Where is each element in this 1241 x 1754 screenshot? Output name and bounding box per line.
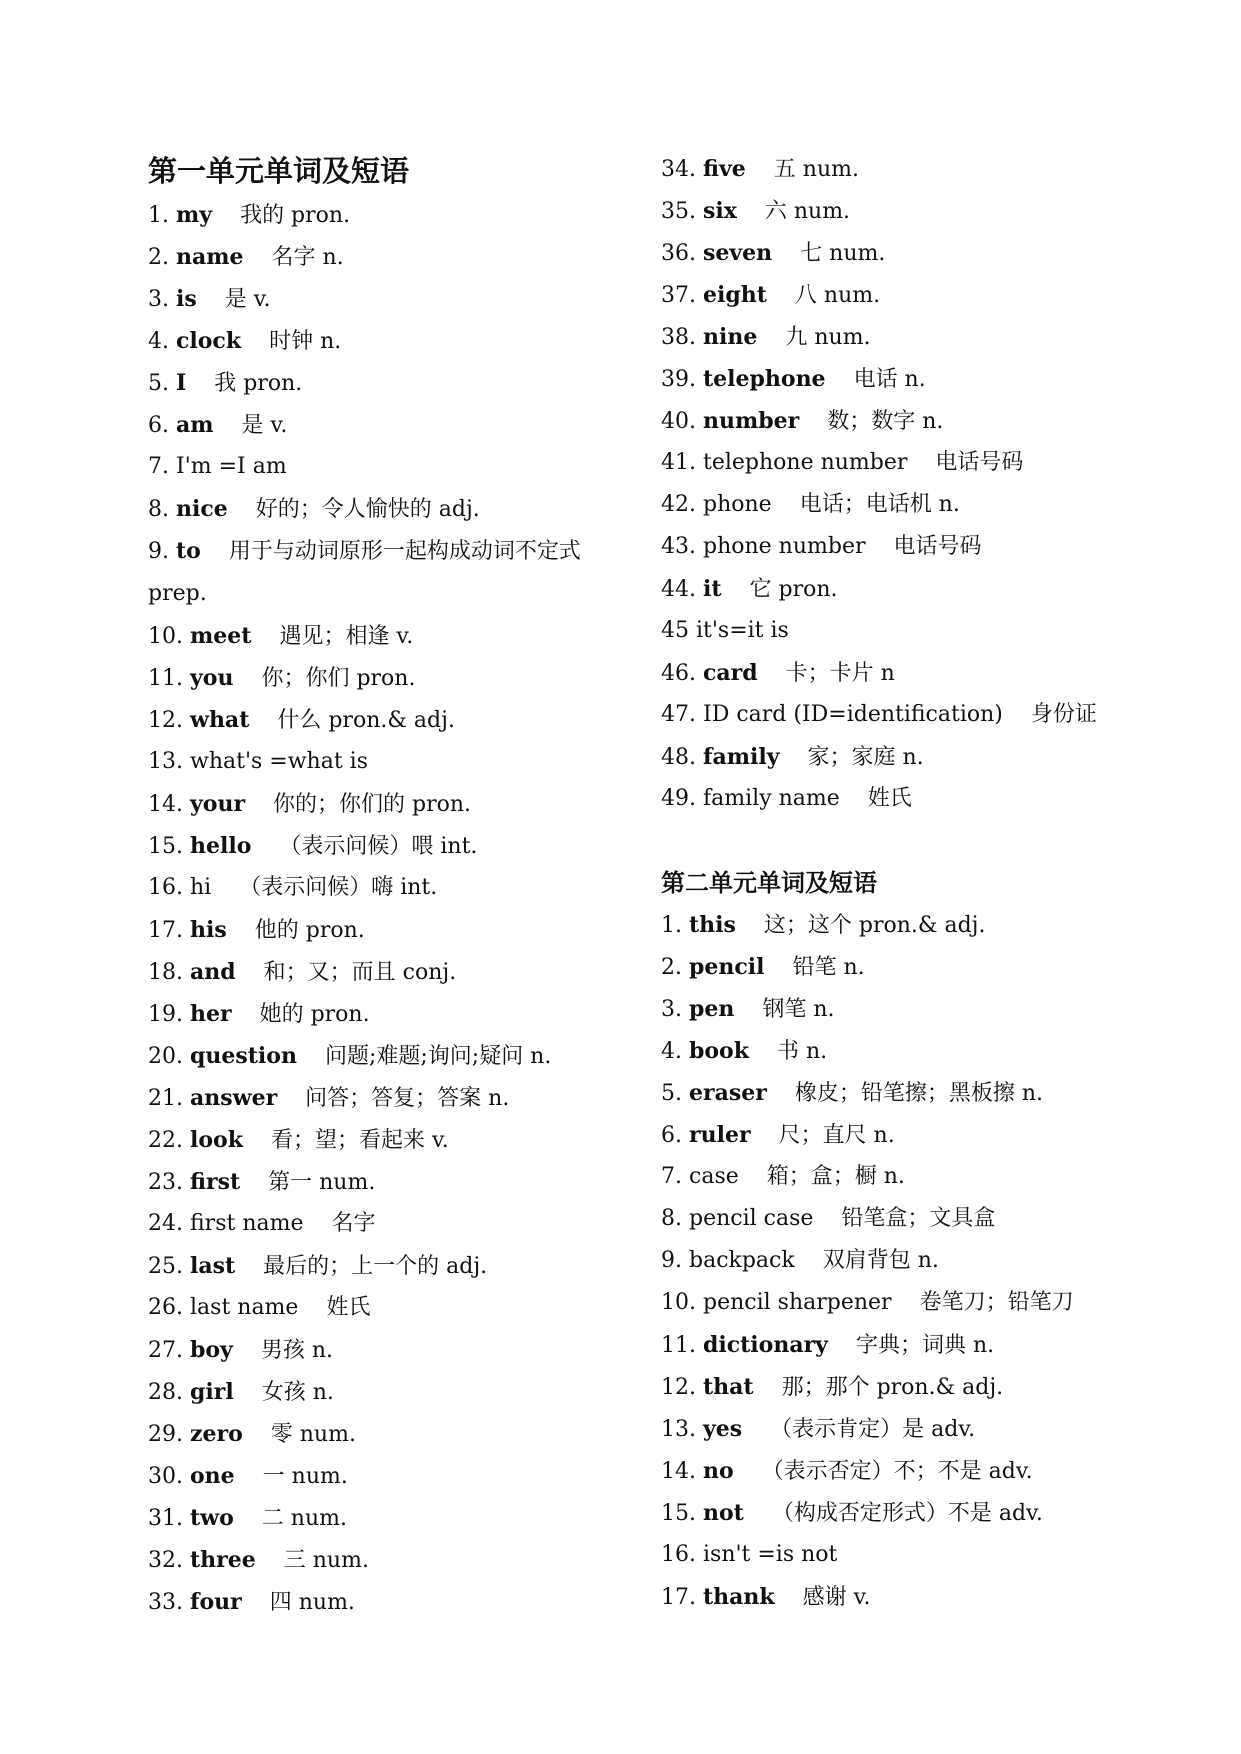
entry-number: 8. (661, 1206, 682, 1231)
entry-meaning: 最后的；上一个的 adj. (263, 1254, 488, 1279)
entry-number: 16. (661, 1542, 696, 1567)
vocab-entry (148, 1203, 618, 1245)
vocab-entry (148, 1329, 618, 1371)
entry-meaning: 她的 pron. (259, 1002, 370, 1027)
vocab-entry (148, 993, 618, 1035)
entry-word: it's=it is (696, 618, 789, 643)
entry-meaning: 名字 (331, 1211, 376, 1236)
entry-word: ID card (ID=identification) (703, 702, 1003, 727)
entry-word: eight (703, 282, 767, 308)
vocab-entry (661, 904, 1131, 946)
entry-word: card (703, 660, 758, 686)
entry-word: number (703, 408, 800, 434)
entry-meaning: 卡；卡片 n (785, 661, 895, 686)
entry-meaning: 电话号码 (935, 450, 1024, 475)
vocab-entry (661, 1156, 1131, 1198)
entry-meaning: 感谢 v. (802, 1585, 871, 1610)
vocab-entry (148, 825, 618, 867)
entry-meaning: 字典；词典 n. (855, 1333, 995, 1358)
entry-number: 7. (661, 1164, 682, 1189)
vocab-entry (148, 657, 618, 699)
entry-number: 11. (148, 666, 183, 691)
entry-meaning: 电话；电话机 n. (799, 492, 960, 517)
entry-word: seven (703, 240, 773, 266)
vocab-entry (661, 1492, 1131, 1534)
entry-number: 37. (661, 283, 696, 308)
entry-word: pen (689, 996, 735, 1022)
entry-word: ruler (689, 1122, 751, 1148)
entry-meaning: 是 v. (224, 287, 271, 312)
entry-number: 27. (148, 1338, 183, 1363)
entry-word: I'm =I am (176, 454, 287, 479)
entry-word: I (176, 370, 187, 396)
entry-meaning: 好的；令人愉快的 adj. (255, 497, 480, 522)
entry-word: not (703, 1500, 744, 1526)
vocab-entry (148, 867, 618, 909)
vocab-entry (148, 1455, 618, 1497)
entry-word: telephone (703, 366, 826, 392)
entry-meaning: （构成否定形式）不是 adv. (771, 1501, 1043, 1526)
entry-word: is (176, 286, 197, 312)
entry-number: 17. (148, 918, 183, 943)
entry-meaning: 姓氏 (867, 786, 912, 811)
entry-word: my (176, 202, 213, 228)
entry-word: you (190, 665, 234, 691)
entry-word: first (190, 1169, 241, 1195)
entry-word: pencil (689, 954, 765, 980)
entry-number: 20. (148, 1044, 183, 1069)
entry-number: 42. (661, 492, 696, 517)
vocab-entry (661, 1114, 1131, 1156)
entry-word: it (703, 576, 722, 602)
entry-number: 46. (661, 661, 696, 686)
entry-number: 6. (148, 413, 169, 438)
entry-word: telephone number (703, 450, 908, 475)
entry-meaning: 看；望；看起来 v. (270, 1128, 449, 1153)
entry-meaning: 箱；盒；橱 n. (766, 1164, 905, 1189)
unit-title: 第一单元单词及短语 (148, 154, 410, 188)
entry-word: family (703, 744, 780, 770)
entry-meaning: 和；又；而且 conj. (263, 960, 457, 985)
entry-number: 21. (148, 1086, 183, 1111)
vocab-entry (148, 1077, 618, 1119)
vocab-entry (661, 778, 1131, 820)
vocab-entry (148, 1245, 618, 1287)
entry-word: her (190, 1001, 232, 1027)
vocab-entry (148, 320, 618, 362)
entry-word: what's =what is (190, 749, 368, 774)
entry-number: 17. (661, 1585, 696, 1610)
entry-number: 4. (661, 1039, 682, 1064)
entry-word: last (190, 1253, 236, 1279)
entry-word: hello (190, 833, 252, 859)
entry-meaning: 钢笔 n. (762, 997, 835, 1022)
vocab-entry (661, 1534, 1131, 1576)
entry-word: nine (703, 324, 758, 350)
entry-word: one (190, 1463, 235, 1489)
entry-word: phone (703, 492, 772, 517)
entry-word: isn't =is not (703, 1542, 838, 1567)
entry-word: what (190, 707, 250, 733)
entry-word: hi (190, 875, 212, 900)
vocab-entry (661, 1366, 1131, 1408)
entry-meaning: 用于与动词原形一起构成动词不定式 prep. (148, 539, 581, 606)
entry-number: 24. (148, 1211, 183, 1236)
entry-meaning: 卷笔刀；铅笔刀 (919, 1290, 1074, 1315)
vocab-entry (148, 446, 618, 488)
vocab-entry (661, 400, 1131, 442)
entry-word: two (190, 1505, 234, 1531)
entry-number: 1. (661, 913, 682, 938)
entry-meaning: 你；你们 pron. (261, 666, 416, 691)
entry-word: name (176, 244, 244, 270)
vocab-entry (661, 1450, 1131, 1492)
entry-word: to (176, 538, 201, 564)
entry-number: 13. (148, 749, 183, 774)
vocab-entry (661, 1576, 1131, 1618)
vocab-entry (661, 526, 1131, 568)
entry-number: 12. (148, 708, 183, 733)
entry-meaning: 四 num. (269, 1590, 355, 1615)
entry-word: first name (190, 1211, 304, 1236)
entry-meaning: 数；数字 n. (827, 409, 944, 434)
vocab-entry (148, 1539, 618, 1581)
entry-meaning: 遇见；相逢 v. (279, 624, 414, 649)
entry-word: pencil sharpener (703, 1290, 892, 1315)
entry-number: 38. (661, 325, 696, 350)
entry-number: 6. (661, 1123, 682, 1148)
vocab-entry (661, 946, 1131, 988)
entry-word: six (703, 198, 737, 224)
entry-word: look (190, 1127, 243, 1153)
vocab-entry (148, 1413, 618, 1455)
entry-word: thank (703, 1584, 775, 1610)
entry-word: that (703, 1374, 754, 1400)
vocab-entry (661, 316, 1131, 358)
entry-number: 16. (148, 875, 183, 900)
entry-meaning: 什么 pron.& adj. (277, 708, 455, 733)
vocab-entry (148, 1581, 618, 1623)
vocab-entry (661, 1408, 1131, 1450)
entry-number: 10. (148, 624, 183, 649)
vocab-entry (661, 1324, 1131, 1366)
entry-number: 3. (148, 287, 169, 312)
entry-meaning: 他的 pron. (254, 918, 365, 943)
entry-number: 30. (148, 1464, 183, 1489)
vocab-entry (148, 488, 618, 530)
vocab-entry (148, 909, 618, 951)
entry-number: 39. (661, 367, 696, 392)
entry-meaning: 书 n. (776, 1039, 828, 1064)
entry-meaning: 电话号码 (893, 534, 982, 559)
entry-number: 41. (661, 450, 696, 475)
entry-meaning: 六 num. (764, 199, 851, 224)
vocab-entry (148, 194, 618, 236)
vocab-entry (661, 1072, 1131, 1114)
unit-title: 第二单元单词及短语 (661, 868, 877, 897)
entry-number: 4. (148, 329, 169, 354)
vocab-entry (661, 190, 1131, 232)
entry-meaning: 九 num. (785, 325, 871, 350)
entry-meaning: 双肩背包 n. (822, 1248, 939, 1273)
left-column (148, 148, 618, 1623)
entry-meaning: 名字 n. (271, 245, 344, 270)
entry-number: 40. (661, 409, 696, 434)
entry-word: meet (190, 623, 252, 649)
entry-meaning: 男孩 n. (260, 1338, 333, 1363)
entry-number: 49. (661, 786, 696, 811)
entry-number: 5. (148, 371, 169, 396)
entry-word: eraser (689, 1080, 767, 1106)
entry-word: answer (190, 1085, 278, 1111)
entry-number: 28. (148, 1380, 183, 1405)
entry-number: 2. (661, 955, 682, 980)
entry-number: 18. (148, 960, 183, 985)
entry-number: 14. (148, 792, 183, 817)
entry-word: am (176, 412, 214, 438)
vocab-entry (148, 278, 618, 320)
vocab-entry (661, 1198, 1131, 1240)
entry-number: 5. (661, 1081, 682, 1106)
section-gap (661, 820, 1131, 862)
entry-word: boy (190, 1337, 233, 1363)
entry-number: 25. (148, 1254, 183, 1279)
entry-meaning: 这；这个 pron.& adj. (763, 913, 986, 938)
entry-meaning: 尺；直尺 n. (778, 1123, 895, 1148)
entry-word: three (190, 1547, 256, 1573)
entry-meaning: 问题;难题;询问;疑问 n. (324, 1044, 552, 1069)
entry-number: 23. (148, 1170, 183, 1195)
entry-meaning: 那；那个 pron.& adj. (781, 1375, 1004, 1400)
entry-number: 14. (661, 1459, 696, 1484)
entry-meaning: 你的；你们的 pron. (273, 792, 472, 817)
entry-number: 36. (661, 241, 696, 266)
entry-meaning: 三 num. (283, 1548, 369, 1573)
entry-word: his (190, 917, 227, 943)
entry-meaning: 七 num. (800, 241, 886, 266)
entry-number: 12. (661, 1375, 696, 1400)
vocab-entry (661, 484, 1131, 526)
vocab-entry (661, 148, 1131, 190)
entry-meaning: 橡皮；铅笔擦；黑板擦 n. (794, 1081, 1043, 1106)
entry-word: case (689, 1164, 739, 1189)
entry-number: 3. (661, 997, 682, 1022)
entry-meaning: 第一 num. (268, 1170, 376, 1195)
entry-number: 11. (661, 1333, 696, 1358)
entry-word: pencil case (689, 1206, 814, 1231)
entry-number: 33. (148, 1590, 183, 1615)
vocab-entry (148, 1497, 618, 1539)
vocab-entry (148, 1161, 618, 1203)
entry-number: 8. (148, 497, 169, 522)
vocab-entry (661, 232, 1131, 274)
entry-word: last name (190, 1295, 299, 1320)
entry-number: 2. (148, 245, 169, 270)
right-column (661, 148, 1131, 1618)
entry-meaning: 我 pron. (214, 371, 303, 396)
vocab-entry (148, 1119, 618, 1161)
vocab-entry (148, 1287, 618, 1329)
entry-number: 29. (148, 1422, 183, 1447)
vocab-entry (661, 736, 1131, 778)
entry-meaning: 铅笔 n. (792, 955, 865, 980)
entry-meaning: 电话 n. (853, 367, 926, 392)
entry-number: 22. (148, 1128, 183, 1153)
entry-word: backpack (689, 1248, 795, 1273)
vocab-entry (661, 1282, 1131, 1324)
entry-meaning: 时钟 n. (269, 329, 342, 354)
vocab-entry (661, 1030, 1131, 1072)
entry-meaning: 五 num. (773, 157, 859, 182)
entry-number: 1. (148, 203, 169, 228)
vocab-entry (148, 236, 618, 278)
vocab-entry (661, 274, 1131, 316)
entry-number: 43. (661, 534, 696, 559)
entry-meaning: 是 v. (241, 413, 288, 438)
entry-meaning: 我的 pron. (240, 203, 351, 228)
vocab-entry (148, 1371, 618, 1413)
entry-meaning: 二 num. (261, 1506, 347, 1531)
vocab-entry (148, 530, 618, 615)
entry-number: 34. (661, 157, 696, 182)
entry-number: 47. (661, 702, 696, 727)
entry-meaning: 身份证 (1030, 702, 1097, 727)
entry-number: 15. (661, 1501, 696, 1526)
vocab-entry (661, 694, 1131, 736)
vocab-entry (661, 988, 1131, 1030)
entry-meaning: （表示问候）嗨 int. (239, 875, 438, 900)
entry-word: and (190, 959, 236, 985)
entry-meaning: （表示否定）不；不是 adv. (761, 1459, 1033, 1484)
entry-number: 45 (661, 618, 689, 643)
entry-number: 9. (661, 1248, 682, 1273)
entry-number: 48. (661, 745, 696, 770)
entry-number: 35. (661, 199, 696, 224)
vocab-entry (148, 404, 618, 446)
vocab-entry (661, 568, 1131, 610)
vocab-entry (661, 442, 1131, 484)
entry-word: your (190, 791, 246, 817)
vocab-entry (148, 699, 618, 741)
entry-number: 44. (661, 577, 696, 602)
entry-word: five (703, 156, 746, 182)
entry-number: 13. (661, 1417, 696, 1442)
entry-word: girl (190, 1379, 234, 1405)
entry-meaning: 问答；答复；答案 n. (305, 1086, 510, 1111)
entry-word: four (190, 1589, 242, 1615)
entry-word: yes (703, 1416, 743, 1442)
entry-number: 26. (148, 1295, 183, 1320)
vocab-entry (661, 358, 1131, 400)
entry-word: nice (176, 496, 228, 522)
entry-meaning: 铅笔盒；文具盒 (841, 1206, 996, 1231)
entry-number: 31. (148, 1506, 183, 1531)
entry-number: 32. (148, 1548, 183, 1573)
entry-word: no (703, 1458, 734, 1484)
entry-meaning: （表示问候）喂 int. (279, 834, 478, 859)
entry-number: 15. (148, 834, 183, 859)
entry-word: clock (176, 328, 242, 354)
vocab-entry (148, 615, 618, 657)
entry-word: family name (703, 786, 840, 811)
entry-number: 10. (661, 1290, 696, 1315)
entry-word: question (190, 1043, 297, 1069)
entry-meaning: 八 num. (794, 283, 881, 308)
entry-number: 7. (148, 454, 169, 479)
entry-meaning: 零 num. (270, 1422, 356, 1447)
vocab-entry (148, 362, 618, 404)
entry-meaning: （表示肯定）是 adv. (770, 1417, 976, 1442)
vocab-entry (148, 741, 618, 783)
entry-word: phone number (703, 534, 866, 559)
vocab-entry (148, 783, 618, 825)
entry-number: 9. (148, 539, 169, 564)
entry-word: dictionary (703, 1332, 828, 1358)
entry-word: book (689, 1038, 749, 1064)
vocab-entry (661, 610, 1131, 652)
vocab-entry (148, 1035, 618, 1077)
entry-number: 19. (148, 1002, 183, 1027)
entry-meaning: 它 pron. (749, 577, 838, 602)
entry-meaning: 家；家庭 n. (807, 745, 924, 770)
vocab-entry (148, 951, 618, 993)
entry-word: this (689, 912, 736, 938)
vocab-entry (661, 652, 1131, 694)
entry-meaning: 女孩 n. (261, 1380, 334, 1405)
entry-meaning: 一 num. (262, 1464, 348, 1489)
vocab-entry (661, 1240, 1131, 1282)
entry-meaning: 姓氏 (326, 1295, 371, 1320)
entry-word: zero (190, 1421, 243, 1447)
